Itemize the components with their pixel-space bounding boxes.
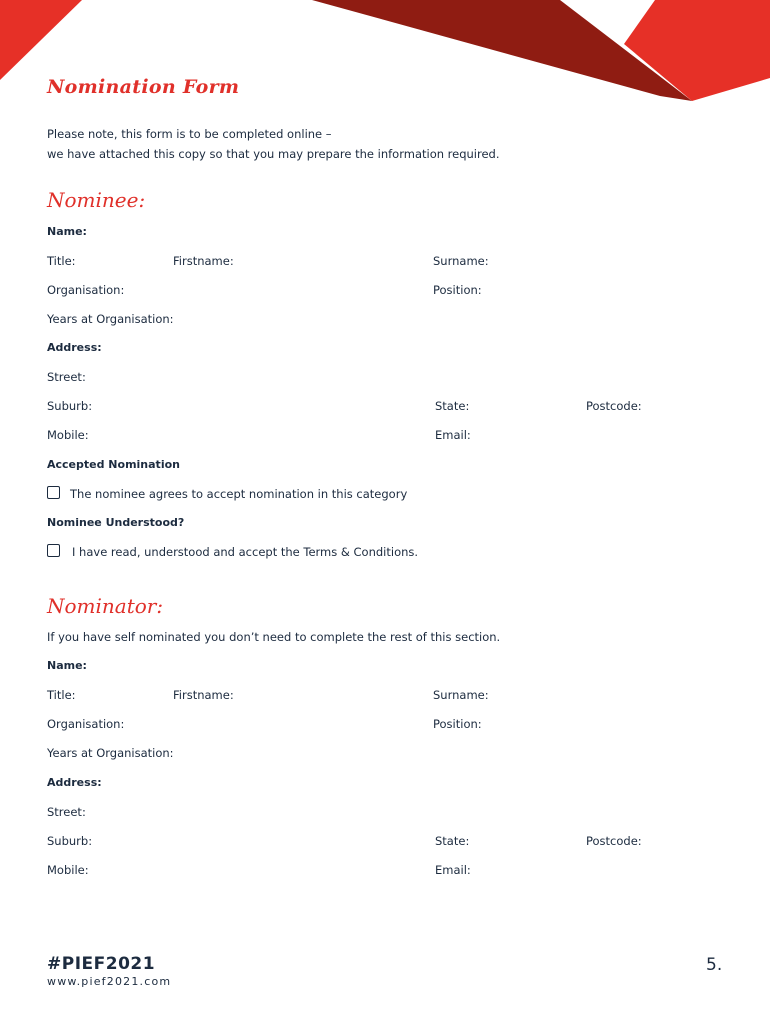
nominee-mobile-field[interactable]: Mobile: [47,428,89,442]
nominator-mobile-field[interactable]: Mobile: [47,863,89,877]
nominee-suburb-field[interactable]: Suburb: [47,399,93,413]
nominee-name-heading: Name: [47,225,87,238]
nominator-position-field[interactable]: Position: [433,717,482,731]
nominee-state-field[interactable]: State: [435,399,470,413]
nominee-position-field[interactable]: Position: [433,283,482,297]
nominee-heading: Nominee: [47,188,146,212]
nominator-email-field[interactable]: Email: [435,863,471,877]
nominee-years-field[interactable]: Years at Organisation: [47,312,174,326]
nominator-note: If you have self nominated you don’t need to complete the rest of this section. [47,630,501,644]
intro-line-1: Please note, this form is to be completed online – [47,127,332,141]
nominator-suburb-field[interactable]: Suburb: [47,834,93,848]
nominee-street-field[interactable]: Street: [47,370,86,384]
accept-nomination-checkbox[interactable] [47,486,60,499]
nominator-street-field[interactable]: Street: [47,805,86,819]
nominee-understood-heading: Nominee Understood? [47,516,185,529]
nominator-state-field[interactable]: State: [435,834,470,848]
nominator-organisation-field[interactable]: Organisation: [47,717,125,731]
footer-url[interactable]: www.pief2021.com [47,975,172,988]
intro-line-2: we have attached this copy so that you may prepare the information required. [47,147,500,161]
top-left-red-triangle [0,0,82,80]
nominator-postcode-field[interactable]: Postcode: [586,834,642,848]
accepted-nomination-heading: Accepted Nomination [47,458,180,471]
accept-nomination-label: The nominee agrees to accept nomination in this category [70,487,408,501]
nominee-email-field[interactable]: Email: [435,428,471,442]
nominee-postcode-field[interactable]: Postcode: [586,399,642,413]
nominee-title-field[interactable]: Title: [47,254,76,268]
footer-hashtag: #PIEF2021 [47,954,156,974]
page-number: 5. [706,955,723,975]
nominator-firstname-field[interactable]: Firstname: [173,688,234,702]
nominee-organisation-field[interactable]: Organisation: [47,283,125,297]
nominee-firstname-field[interactable]: Firstname: [173,254,234,268]
terms-checkbox[interactable] [47,544,60,557]
nominee-address-heading: Address: [47,341,102,354]
nominator-years-field[interactable]: Years at Organisation: [47,746,174,760]
nominee-surname-field[interactable]: Surname: [433,254,489,268]
nominator-name-heading: Name: [47,659,87,672]
nominator-address-heading: Address: [47,776,102,789]
form-title: Nomination Form [47,76,240,98]
nominator-heading: Nominator: [47,594,164,618]
nominator-surname-field[interactable]: Surname: [433,688,489,702]
terms-label: I have read, understood and accept the Terms & Conditions. [72,545,419,559]
nominator-title-field[interactable]: Title: [47,688,76,702]
